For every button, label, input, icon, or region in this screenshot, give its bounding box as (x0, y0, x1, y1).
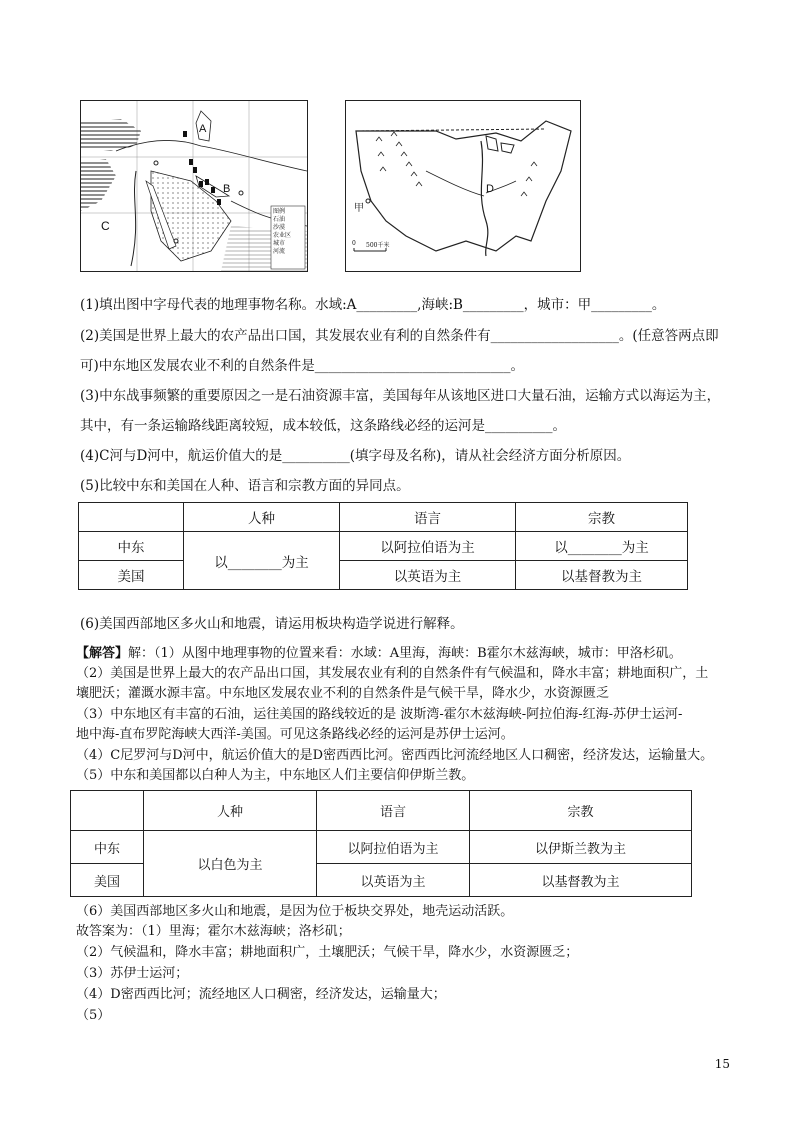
answer-text-1: 解：（1）从图中地理事物的位置来看：水域：A里海，海峡：B霍尔木兹海峡，城市：甲洛杉矶。 (128, 646, 682, 661)
table2-language-middle-east: 以阿拉伯语为主 (317, 831, 470, 864)
table2-religion-middle-east: 以伊斯兰教为主 (470, 831, 692, 864)
question-1: (1)填出图中字母代表的地理事物名称。水域:A_________,海峡:B_________，城市：甲_________。 (80, 297, 666, 313)
scale-zero: 0 (352, 240, 356, 247)
table2-header-race: 人种 (144, 791, 317, 831)
answer-line-3: 壤肥沃；灌溉水源丰富。中东地区发展农业不利的自然条件是气候干旱，降水少，水资源匮乏 (76, 686, 610, 701)
answer-line-4: （3）中东地区有丰富的石油，运往美国的路线较近的是 波斯湾-霍尔木兹海峡-阿拉伯海-红海-苏伊士运河- (76, 707, 683, 722)
legend-title: 图例 (273, 208, 286, 215)
legend-desert: 沙漠 (273, 224, 286, 231)
final-line-6: （5） (76, 1008, 111, 1023)
question-2b: 可)中东地区发展农业不利的自然条件是_____________________________。 (80, 358, 525, 374)
comparison-table-answer (70, 790, 692, 897)
table2-region-middle-east: 中东 (71, 831, 144, 864)
label-a: A (199, 123, 207, 135)
table1-header-race: 人种 (184, 503, 340, 532)
final-line-2: 故答案为：（1）里海；霍尔木兹海峡；洛杉矶； (76, 924, 351, 939)
table1-header-language: 语言 (340, 503, 516, 532)
answer-line-7: （5）中东和美国都以白种人为主，中东地区人们主要信仰伊斯兰教。 (76, 768, 475, 783)
table2-header-religion: 宗教 (470, 791, 692, 831)
table1-region-usa: 美国 (79, 561, 184, 590)
table1-header-religion: 宗教 (516, 503, 688, 532)
table2-corner (71, 791, 144, 831)
question-5: (5)比较中东和美国在人种、语言和宗教方面的异同点。 (80, 478, 410, 494)
final-line-5: （4）D密西西比河；流经地区人口稠密，经济发达，运输量大； (76, 987, 446, 1002)
table2-header-language: 语言 (317, 791, 470, 831)
question-3a: (3)中东战事频繁的重要原因之一是石油资源丰富，美国每年从该地区进口大量石油，运输方式以海运为主， (80, 388, 721, 404)
table2-race-merged: 以白色为主 (144, 831, 317, 897)
middle-east-map (80, 100, 308, 272)
table2-religion-usa: 以基督教为主 (470, 864, 692, 897)
table1-region-middle-east: 中东 (79, 532, 184, 561)
final-line-3: （2）气候温和，降水丰富；耕地面积广，土壤肥沃；气候干旱，降水少，水资源匮乏； (76, 945, 579, 960)
table1-language-usa: 以英语为主 (340, 561, 516, 590)
scale-label: 500千米 (366, 242, 390, 249)
legend-city: 城市 (273, 240, 286, 247)
table2-language-usa: 以英语为主 (317, 864, 470, 897)
legend-farm: 农业区 (273, 232, 292, 239)
label-jia: 甲 (354, 203, 364, 214)
usa-map (345, 100, 581, 272)
question-6: (6)美国西部地区多火山和地震，请运用板块构造学说进行解释。 (80, 616, 464, 632)
question-3b: 其中，有一条运输路线距离较短，成本较低，这条路线必经的运河是__________。 (80, 418, 566, 434)
label-b: B (223, 183, 231, 195)
final-line-1: （6）美国西部地区多火山和地震，是因为位于板块交界处，地壳运动活跃。 (76, 904, 514, 919)
label-d: D (486, 183, 494, 195)
answer-line-1 (76, 644, 736, 663)
map-legend (273, 208, 303, 256)
table1-religion-usa: 以基督教为主 (516, 561, 688, 590)
answer-line-5: 地中海-直布罗陀海峡大西洋-美国。可见这条路线必经的运河是苏伊士运河。 (76, 727, 514, 742)
table1-race-merged: 以________为主 (184, 532, 340, 590)
table1-language-middle-east: 以阿拉伯语为主 (340, 532, 516, 561)
legend-oil: 石油 (273, 216, 286, 223)
table1-corner (79, 503, 184, 532)
answer-label: 【解答】 (76, 646, 129, 661)
table1-religion-middle-east: 以________为主 (516, 532, 688, 561)
table2-region-usa: 美国 (71, 864, 144, 897)
question-4: (4)C河与D河中，航运价值大的是__________(填字母及名称)，请从社会经济方面分析原因。 (80, 448, 631, 464)
legend-river: 河流 (273, 248, 286, 255)
final-line-4: （3）苏伊士运河； (76, 966, 189, 981)
answer-line-2: （2）美国是世界上最大的农产品出口国，其发展农业有利的自然条件有气候温和，降水丰富；耕地面积广，土 (76, 666, 709, 681)
page-number: 15 (714, 1057, 730, 1071)
label-c: C (101, 219, 110, 233)
question-2a: (2)美国是世界上最大的农产品出口国，其发展农业有利的自然条件有___________________。(任意答两点即 (80, 328, 719, 344)
answer-line-6: （4）C尼罗河与D河中，航运价值大的是D密西西比河。密西西比河流经地区人口稠密，经济发达，运输量大。 (76, 748, 714, 763)
comparison-table-question (78, 502, 688, 590)
